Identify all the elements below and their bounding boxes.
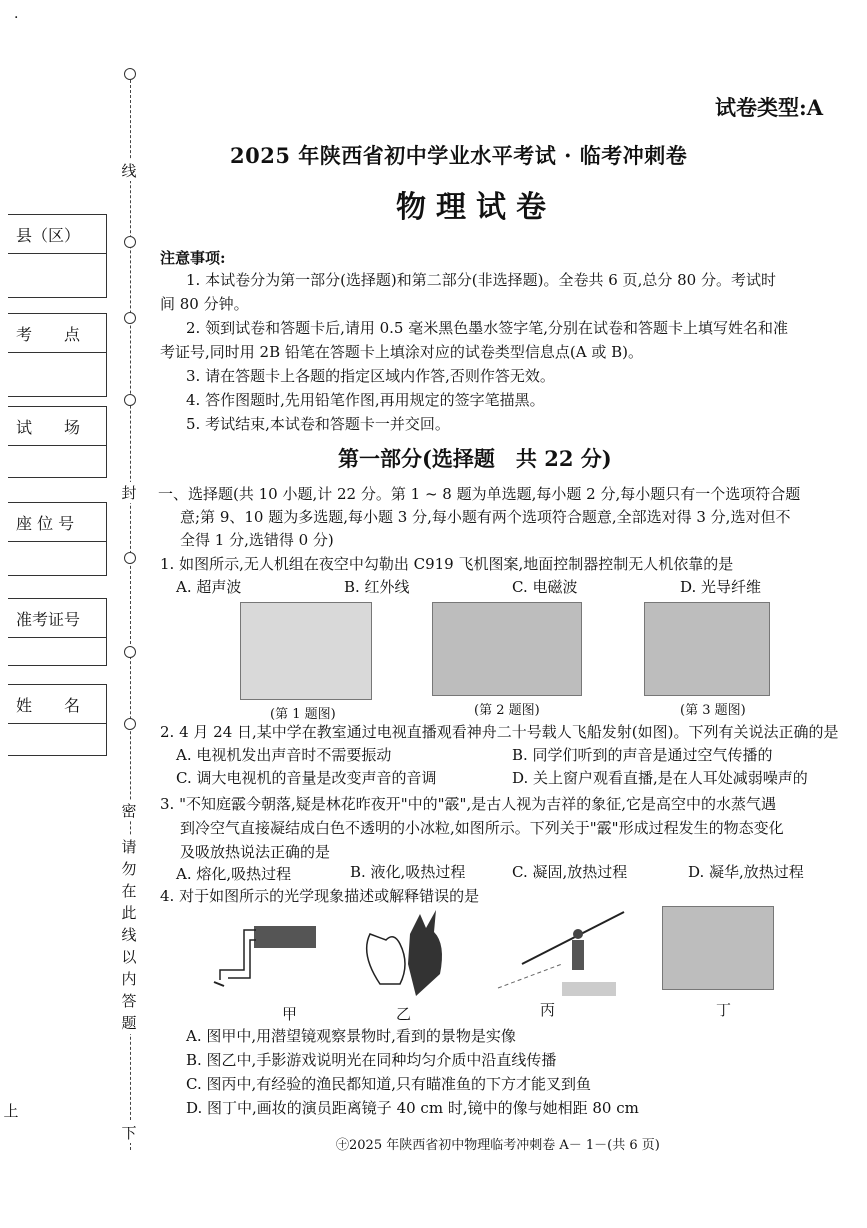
part1-title: 第一部分(选择题 共 22 分)	[338, 446, 612, 471]
q3-figure-image	[644, 602, 770, 696]
q3-stem: 到冷空气直接凝结成白色不透明的小冰粒,如图所示。下列关于"霰"形成过程发生的物态变化	[180, 819, 784, 837]
q4-option-b: B. 图乙中,手影游戏说明光在同种均匀介质中沿直线传播	[186, 1051, 557, 1069]
field-label: 准考证号	[16, 610, 81, 629]
paper-type: 试卷类型:A	[714, 95, 823, 120]
field-name	[8, 684, 107, 756]
binding-warning: 请勿在此线以内答题	[118, 836, 140, 1034]
notice-item: 3. 请在答题卡上各题的指定区域内作答,否则作答无效。	[186, 367, 555, 385]
q1-option-b: B. 红外线	[344, 578, 410, 596]
q4-figure-label: 丙	[540, 1001, 556, 1019]
figure-caption: (第 2 题图)	[474, 703, 540, 718]
field-label: 试 场	[16, 418, 81, 437]
notice-item: 1. 本试卷分为第一部分(选择题)和第二部分(非选择题)。全卷共 6 页,总分 80 分。考试时	[186, 271, 776, 289]
q3-option-d: D. 凝华,放热过程	[688, 863, 804, 881]
q4-figure-jia-periscope	[210, 912, 320, 994]
notice-item: 2. 领到试卷和答题卡后,请用 0.5 毫米黑色墨水签字笔,分别在试卷和答题卡上填写姓名和准	[186, 319, 789, 337]
q4-option-d: D. 图丁中,画妆的演员距离镜子 40 cm 时,镜中的像与她相距 80 cm	[186, 1099, 639, 1117]
seal-mark-line: 线	[118, 160, 140, 181]
q2-option-d: D. 关上窗户观看直播,是在人耳处减弱噪声的	[512, 769, 808, 787]
binding-hole	[124, 718, 136, 730]
seal-mark-down: 下	[118, 1122, 140, 1143]
field-seat-number	[8, 502, 107, 576]
exam-title: 2025 年陕西省初中学业水平考试 · 临考冲刺卷	[230, 143, 688, 168]
notice-item: 考证号,同时用 2B 铅笔在答题卡上填涂对应的试卷类型信息点(A 或 B)。	[160, 343, 643, 361]
q3-option-c: C. 凝固,放热过程	[512, 863, 628, 881]
q2-stem: 2. 4 月 24 日,某中学在教室通过电视直播观看神舟二十号载人飞船发射(如图)。下列有关说法正确的是	[160, 723, 839, 741]
figure-caption: (第 3 题图)	[680, 703, 746, 718]
section-intro: 全得 1 分,选错得 0 分)	[180, 531, 334, 549]
section-intro: 意;第 9、10 题为多选题,每小题 3 分,每小题有两个选项符合题意,全部选对得 3 分,选对但不	[180, 508, 791, 526]
q2-option-c: C. 调大电视机的音量是改变声音的音调	[176, 769, 437, 787]
q2-option-a: A. 电视机发出声音时不需要振动	[176, 746, 392, 764]
field-label: 县（区）	[16, 226, 81, 245]
q4-stem: 4. 对于如图所示的光学现象描述或解释错误的是	[160, 887, 480, 905]
binding-hole	[124, 646, 136, 658]
q1-stem: 1. 如图所示,无人机组在夜空中勾勒出 C919 飞机图案,地面控制器控制无人机依靠的是	[160, 555, 734, 573]
q4-figure-label: 丁	[716, 1001, 732, 1019]
field-label: 姓 名	[16, 696, 81, 715]
subject-title: 物理试卷	[396, 190, 556, 225]
q4-figure-bing-spear-fishing	[492, 904, 632, 1000]
q3-option-a: A. 熔化,吸热过程	[176, 865, 292, 883]
q4-figure-label: 乙	[396, 1005, 412, 1023]
q2-figure-image	[432, 602, 582, 696]
field-label: 考 点	[16, 325, 81, 344]
field-exam-room	[8, 406, 107, 478]
page-footer: ㊉2025 年陕西省初中物理临考冲刺卷 A－ 1－(共 6 页)	[336, 1138, 660, 1153]
notice-item: 间 80 分钟。	[160, 295, 249, 313]
q4-option-c: C. 图丙中,有经验的渔民都知道,只有瞄准鱼的下方才能叉到鱼	[186, 1075, 592, 1093]
seal-mark-up: 上	[0, 1100, 22, 1121]
left-edge-mark: ·	[14, 10, 19, 26]
q1-option-d: D. 光导纤维	[680, 578, 762, 596]
q1-option-a: A. 超声波	[176, 578, 242, 596]
binding-hole	[124, 68, 136, 80]
binding-hole	[124, 552, 136, 564]
section-intro: 一、选择题(共 10 小题,计 22 分。第 1 ~ 8 题为单选题,每小题 2 分,每小题只有一个选项符合题	[158, 485, 801, 503]
notice-item: 4. 答作图题时,先用铅笔作图,再用规定的签字笔描黑。	[186, 391, 545, 409]
q1-figure-image	[240, 602, 372, 700]
q3-stem: 及吸放热说法正确的是	[180, 843, 331, 861]
seal-mark-secret: 密	[118, 800, 140, 821]
q4-figure-label: 甲	[282, 1005, 298, 1023]
notice-heading: 注意事项:	[160, 249, 226, 267]
notice-item: 5. 考试结束,本试卷和答题卡一并交回。	[186, 415, 450, 433]
figure-caption: (第 1 题图)	[270, 707, 336, 722]
field-county	[8, 214, 107, 298]
field-admission-number	[8, 598, 107, 666]
binding-hole	[124, 236, 136, 248]
binding-hole	[124, 312, 136, 324]
q1-option-c: C. 电磁波	[512, 578, 578, 596]
q2-option-b: B. 同学们听到的声音是通过空气传播的	[512, 746, 773, 764]
q4-figure-yi-hand-shadow	[350, 904, 460, 1000]
seal-mark-seal: 封	[118, 482, 140, 503]
q3-stem: 3. "不知庭霰今朝落,疑是林花昨夜开"中的"霰",是古人视为吉祥的象征,它是高空中的水蒸气遇	[160, 795, 776, 813]
q4-option-a: A. 图甲中,用潜望镜观察景物时,看到的景物是实像	[186, 1027, 516, 1045]
q4-figure-ding-mirror-makeup	[662, 906, 774, 990]
field-exam-site	[8, 313, 107, 397]
q3-option-b: B. 液化,吸热过程	[350, 863, 466, 881]
binding-hole	[124, 394, 136, 406]
field-label: 座 位 号	[16, 514, 75, 533]
